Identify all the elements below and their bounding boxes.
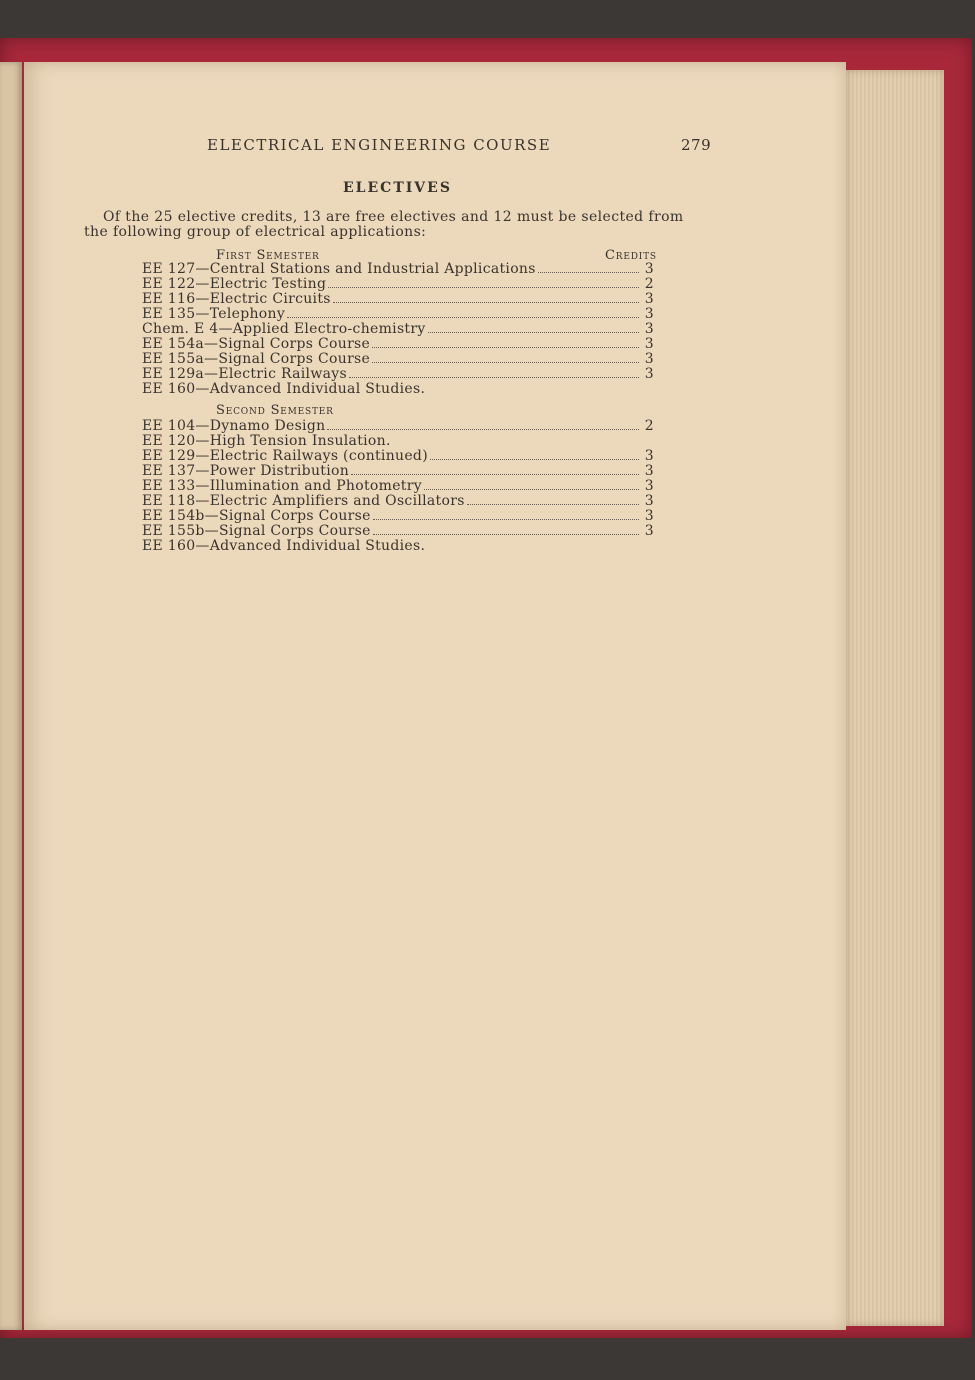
course-title: EE 133—Illumination and Photometry	[142, 478, 422, 494]
course-credits: 3	[644, 336, 654, 352]
course-credits: 3	[644, 321, 654, 337]
leader-dots	[467, 504, 639, 505]
course-row	[142, 261, 654, 276]
running-head-title: ELECTRICAL ENGINEERING COURSE	[207, 136, 552, 154]
course-row	[142, 448, 654, 463]
leader-dots	[373, 534, 639, 535]
course-title: EE 160—Advanced Individual Studies.	[142, 381, 426, 397]
course-row	[142, 523, 654, 538]
course-title: EE 154b—Signal Corps Course	[142, 508, 371, 524]
course-title: EE 122—Electric Testing	[142, 276, 327, 292]
leader-dots	[349, 377, 639, 378]
course-title: EE 129—Electric Railways (continued)	[142, 448, 428, 464]
course-row	[142, 291, 654, 306]
course-row	[142, 351, 654, 366]
course-credits: 2	[644, 418, 654, 434]
course-credits: 3	[644, 366, 654, 382]
course-row	[142, 276, 654, 291]
leader-dots	[351, 474, 639, 475]
course-row	[142, 463, 654, 478]
leader-dots	[328, 287, 639, 288]
course-row	[142, 493, 654, 508]
course-row	[142, 306, 654, 321]
course-title: EE 160—Advanced Individual Studies.	[142, 538, 426, 554]
intro-line-2: the following group of electrical applications:	[84, 224, 427, 240]
course-credits: 3	[644, 261, 654, 277]
leader-dots	[287, 317, 639, 318]
course-title: EE 104—Dynamo Design	[142, 418, 326, 434]
course-row	[142, 381, 654, 396]
course-credits: 3	[644, 351, 654, 367]
course-row	[142, 336, 654, 351]
page-number: 279	[681, 136, 712, 154]
credits-heading: Credits	[605, 248, 657, 263]
course-credits: 2	[644, 276, 654, 292]
course-title: EE 155a—Signal Corps Course	[142, 351, 371, 367]
course-row	[142, 538, 654, 553]
leader-dots	[538, 272, 639, 273]
book-page	[24, 62, 846, 1330]
leader-dots	[430, 459, 639, 460]
second-semester-heading: Second Semester	[216, 403, 334, 418]
section-heading: ELECTIVES	[343, 180, 452, 196]
course-credits: 3	[644, 448, 654, 464]
page-edges	[846, 70, 944, 1326]
course-row	[142, 433, 654, 448]
course-credits: 3	[644, 493, 654, 509]
course-title: EE 154a—Signal Corps Course	[142, 336, 371, 352]
course-row	[142, 366, 654, 381]
course-title: Chem. E 4—Applied Electro-chemistry	[142, 321, 426, 337]
course-credits: 3	[644, 478, 654, 494]
course-credits: 3	[644, 508, 654, 524]
leader-dots	[424, 489, 639, 490]
leader-dots	[333, 302, 639, 303]
course-credits: 3	[644, 291, 654, 307]
leader-dots	[372, 347, 639, 348]
leader-dots	[428, 332, 639, 333]
course-row	[142, 321, 654, 336]
course-row	[142, 508, 654, 523]
course-title: EE 127—Central Stations and Industrial Applications	[142, 261, 536, 277]
leader-dots	[373, 519, 639, 520]
course-title: EE 120—High Tension Insulation.	[142, 433, 391, 449]
course-credits: 3	[644, 306, 654, 322]
course-title: EE 155b—Signal Corps Course	[142, 523, 371, 539]
course-title: EE 135—Telephony	[142, 306, 286, 322]
course-title: EE 118—Electric Amplifiers and Oscillators	[142, 493, 465, 509]
facing-page-edge	[0, 62, 22, 1330]
course-title: EE 116—Electric Circuits	[142, 291, 331, 307]
leader-dots	[327, 429, 639, 430]
course-row	[142, 478, 654, 493]
course-credits: 3	[644, 463, 654, 479]
intro-line-1: Of the 25 elective credits, 13 are free electives and 12 must be selected from	[103, 209, 684, 225]
course-title: EE 137—Power Distribution	[142, 463, 350, 479]
course-row	[142, 418, 654, 433]
first-semester-heading: First Semester	[216, 248, 320, 263]
course-title: EE 129a—Electric Railways	[142, 366, 347, 382]
leader-dots	[372, 362, 639, 363]
course-credits: 3	[644, 523, 654, 539]
